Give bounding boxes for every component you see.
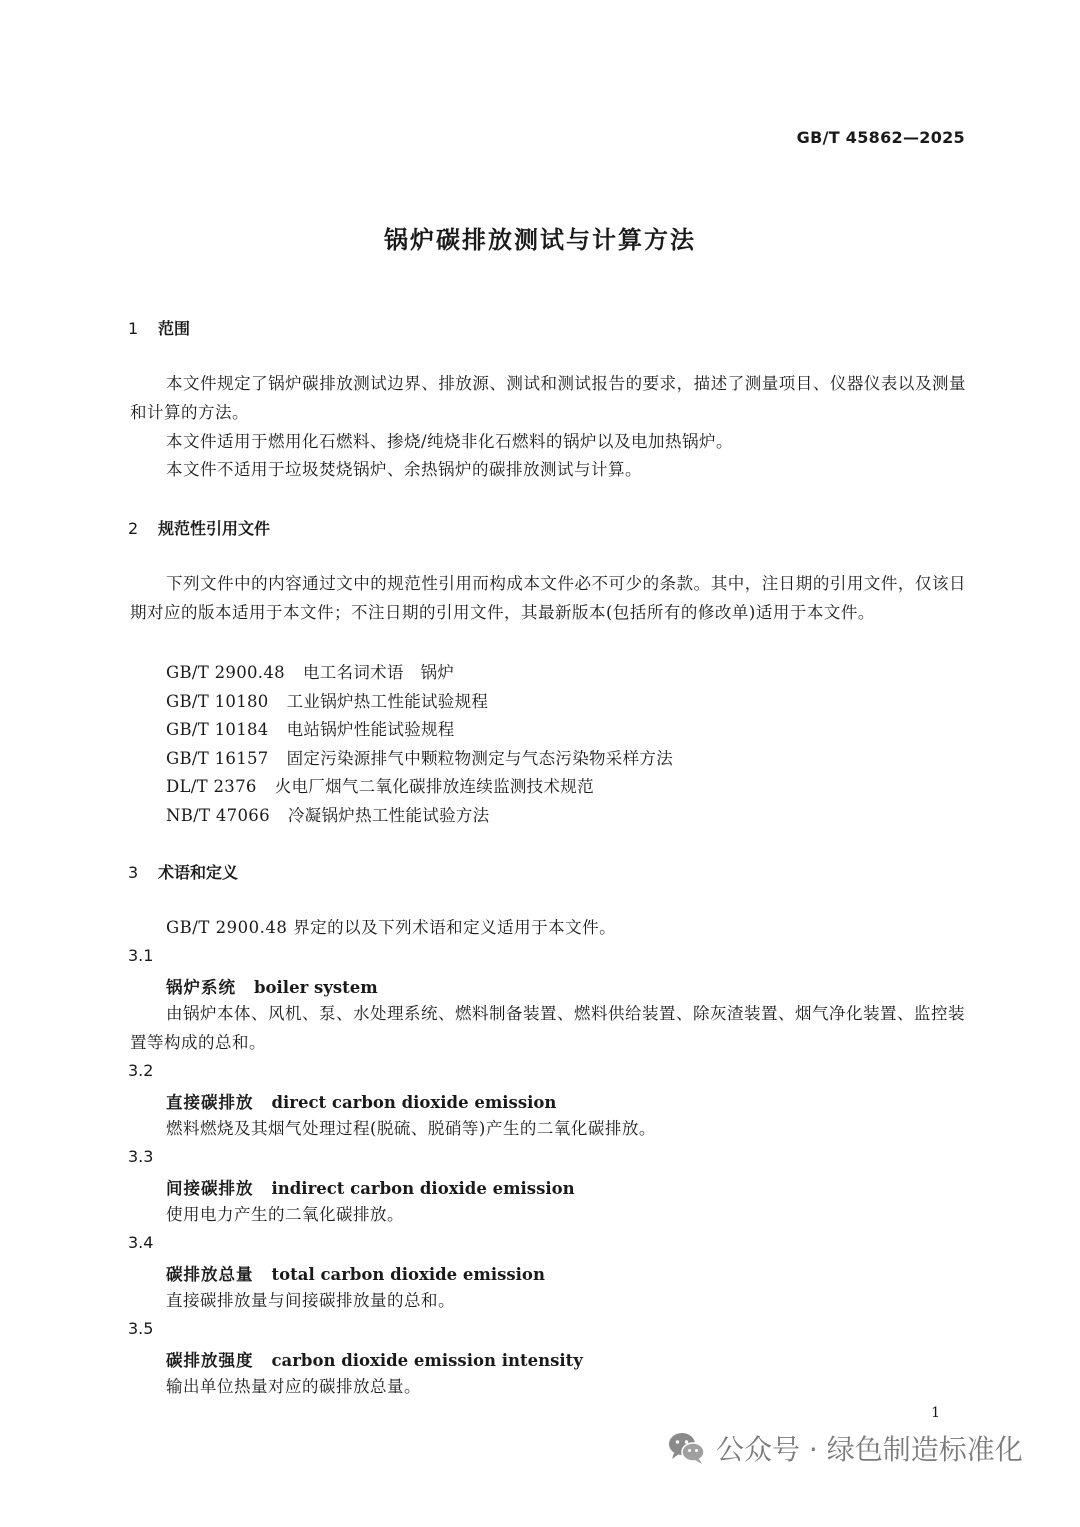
reference-item xyxy=(166,802,489,826)
reference-item xyxy=(166,745,673,769)
scope-paragraph: 本文件规定了锅炉碳排放测试边界、排放源、测试和测试报告的要求，描述了测量项目、仪器仪表以及测量和计算的方法。 xyxy=(130,374,966,422)
terms-intro: GB/T 2900.48 界定的以及下列术语和定义适用于本文件。 xyxy=(166,918,617,937)
document-title: 锅炉碳排放测试与计算方法 xyxy=(384,226,696,254)
term-en: carbon dioxide emission intensity xyxy=(271,1351,583,1370)
term-definition: 使用电力产生的二氧化碳排放。 xyxy=(166,1205,404,1224)
reference-code: GB/T 10180 xyxy=(166,692,269,711)
section-heading-scope xyxy=(128,316,190,339)
term-name xyxy=(166,1347,583,1371)
reference-name: 电站锅炉性能试验规程 xyxy=(286,720,455,739)
term-zh: 碳排放强度 xyxy=(166,1351,254,1370)
section-number: 2 xyxy=(128,519,139,538)
term-en: total carbon dioxide emission xyxy=(271,1265,545,1284)
watermark-text: 公众号 · 绿色制造标准化 xyxy=(716,1433,1023,1466)
term-name xyxy=(166,1175,575,1199)
reference-item xyxy=(166,659,454,683)
section-title: 范围 xyxy=(158,319,191,338)
term-definition: 由锅炉本体、风机、泵、水处理系统、燃料制备装置、燃料供给装置、除灰渣装置、烟气净化装置、监控装置等构成的总和。 xyxy=(130,1004,965,1052)
section-heading-references xyxy=(128,516,270,539)
term-en: direct carbon dioxide emission xyxy=(271,1093,557,1112)
reference-code: GB/T 10184 xyxy=(166,720,269,739)
term-definition: 燃料燃烧及其烟气处理过程(脱硫、脱硝等)产生的二氧化碳排放。 xyxy=(166,1119,656,1138)
standard-code: GB/T 45862—2025 xyxy=(796,128,965,147)
reference-code: NB/T 47066 xyxy=(166,806,270,825)
section-title: 术语和定义 xyxy=(158,863,239,882)
term-number: 3.3 xyxy=(128,1147,154,1166)
scope-paragraph: 本文件不适用于垃圾焚烧锅炉、余热锅炉的碳排放测试与计算。 xyxy=(166,460,642,479)
section-number: 3 xyxy=(128,863,139,882)
term-definition: 输出单位热量对应的碳排放总量。 xyxy=(166,1377,421,1396)
term-zh: 碳排放总量 xyxy=(166,1265,254,1284)
term-zh: 间接碳排放 xyxy=(166,1179,254,1198)
reference-code: DL/T 2376 xyxy=(166,777,257,796)
reference-item xyxy=(166,773,594,797)
term-zh: 锅炉系统 xyxy=(166,978,236,997)
reference-name: 工业锅炉热工性能试验规程 xyxy=(286,692,489,711)
term-en: indirect carbon dioxide emission xyxy=(271,1179,575,1198)
reference-code: GB/T 16157 xyxy=(166,749,269,768)
page-number: 1 xyxy=(931,1405,940,1421)
watermark xyxy=(668,1428,1023,1468)
term-zh: 直接碳排放 xyxy=(166,1093,254,1112)
references-intro: 下列文件中的内容通过文中的规范性引用而构成本文件必不可少的条款。其中，注日期的引用文件，仅该日期对应的版本适用于本文件；不注日期的引用文件，其最新版本(包括所有的修改单)适用于本文件。 xyxy=(130,574,966,622)
reference-code: GB/T 2900.48 xyxy=(166,663,285,682)
term-number: 3.5 xyxy=(128,1319,154,1338)
reference-name: 火电厂烟气二氧化碳排放连续监测技术规范 xyxy=(274,777,594,796)
term-name xyxy=(166,974,378,998)
term-definition: 直接碳排放量与间接碳排放量的总和。 xyxy=(166,1291,455,1310)
section-heading-terms xyxy=(128,860,238,883)
wechat-icon xyxy=(668,1431,706,1465)
term-number: 3.4 xyxy=(128,1233,154,1252)
reference-item xyxy=(166,716,455,740)
reference-name: 固定污染源排气中颗粒物测定与气态污染物采样方法 xyxy=(286,749,674,768)
section-number: 1 xyxy=(128,319,139,338)
reference-item xyxy=(166,688,488,712)
term-number: 3.2 xyxy=(128,1061,154,1080)
term-name xyxy=(166,1261,545,1285)
term-name xyxy=(166,1089,556,1113)
term-number: 3.1 xyxy=(128,946,154,965)
term-en: boiler system xyxy=(254,978,378,997)
reference-name: 冷凝锅炉热工性能试验方法 xyxy=(287,806,490,825)
scope-paragraph: 本文件适用于燃用化石燃料、掺烧/纯烧非化石燃料的锅炉以及电加热锅炉。 xyxy=(166,432,734,451)
reference-name: 电工名词术语 锅炉 xyxy=(302,663,455,682)
section-title: 规范性引用文件 xyxy=(158,519,271,538)
